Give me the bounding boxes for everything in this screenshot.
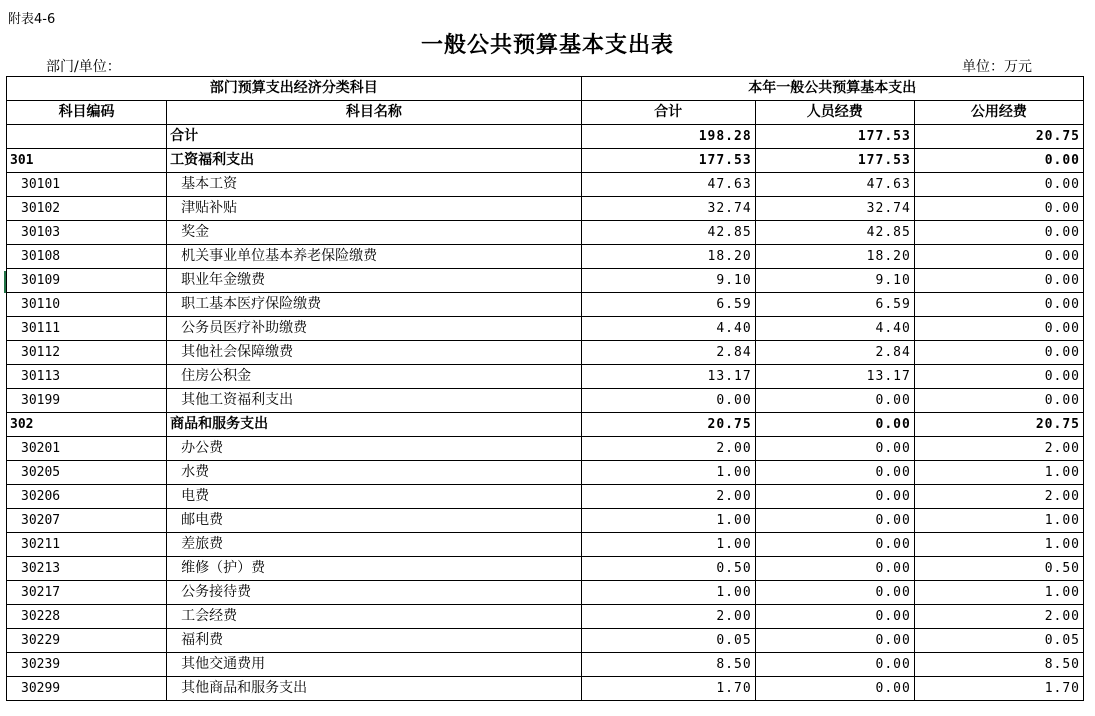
- header-basic-expenditure[interactable]: 本年一般公共预算基本支出: [581, 77, 1083, 101]
- cell-code[interactable]: 30213: [7, 557, 167, 581]
- table-row: [7, 197, 1084, 221]
- table-row: [7, 605, 1084, 629]
- cell-total[interactable]: 9.10: [581, 269, 755, 293]
- page-title: 一般公共预算基本支出表: [420, 32, 674, 58]
- cell-code[interactable]: 30103: [7, 221, 167, 245]
- cell-personnel[interactable]: 0.00: [755, 437, 914, 461]
- cell-public[interactable]: 1.00: [914, 581, 1083, 605]
- cell-total[interactable]: 2.00: [581, 605, 755, 629]
- table-row: [7, 485, 1084, 509]
- cell-code[interactable]: 30206: [7, 485, 167, 509]
- cell-code[interactable]: 30239: [7, 653, 167, 677]
- cell-personnel[interactable]: 0.00: [755, 581, 914, 605]
- cell-name[interactable]: 津贴补贴: [167, 197, 581, 221]
- header-name[interactable]: 科目名称: [167, 101, 581, 125]
- cell-name[interactable]: 公务接待费: [167, 581, 581, 605]
- cell-name[interactable]: 职业年金缴费: [167, 269, 581, 293]
- cell-name[interactable]: 差旅费: [167, 533, 581, 557]
- cell-total[interactable]: 1.70: [581, 677, 755, 701]
- cell-name[interactable]: 办公费: [167, 437, 581, 461]
- cell-name[interactable]: 职工基本医疗保险缴费: [167, 293, 581, 317]
- table-row: [7, 629, 1084, 653]
- cell-personnel[interactable]: 47.63: [755, 173, 914, 197]
- cell-public[interactable]: 0.00: [914, 197, 1083, 221]
- cell-code[interactable]: 30112: [7, 341, 167, 365]
- cell-public[interactable]: 2.00: [914, 485, 1083, 509]
- cell-total[interactable]: 2.00: [581, 437, 755, 461]
- unit-label: 单位：万元: [962, 59, 1032, 75]
- cell-code[interactable]: 30101: [7, 173, 167, 197]
- cell-personnel[interactable]: 2.84: [755, 341, 914, 365]
- cell-code[interactable]: 30108: [7, 245, 167, 269]
- cell-total[interactable]: 47.63: [581, 173, 755, 197]
- cell-public[interactable]: 2.00: [914, 605, 1083, 629]
- cell-personnel[interactable]: 0.00: [755, 389, 914, 413]
- table-row: [7, 389, 1084, 413]
- cell-personnel[interactable]: 0.00: [755, 413, 914, 437]
- cell-personnel[interactable]: 42.85: [755, 221, 914, 245]
- cell-code[interactable]: 30113: [7, 365, 167, 389]
- cell-code[interactable]: [7, 125, 167, 149]
- table-row: [7, 413, 1084, 437]
- cell-personnel[interactable]: 18.20: [755, 245, 914, 269]
- cell-total[interactable]: 198.28: [581, 125, 755, 149]
- cell-code[interactable]: 30229: [7, 629, 167, 653]
- table-row: [7, 653, 1084, 677]
- cell-name[interactable]: 合计: [167, 125, 581, 149]
- cell-code[interactable]: 30111: [7, 317, 167, 341]
- cell-name[interactable]: 基本工资: [167, 173, 581, 197]
- cell-total[interactable]: 1.00: [581, 509, 755, 533]
- cell-personnel[interactable]: 0.00: [755, 533, 914, 557]
- cell-public[interactable]: 0.00: [914, 149, 1083, 173]
- row-selection-marker: [4, 271, 6, 293]
- cell-total[interactable]: 18.20: [581, 245, 755, 269]
- header-total[interactable]: 合计: [581, 101, 755, 125]
- table-row: [7, 125, 1084, 149]
- cell-personnel[interactable]: 177.53: [755, 125, 914, 149]
- table-row: [7, 317, 1084, 341]
- cell-public[interactable]: 0.00: [914, 173, 1083, 197]
- annex-label: 附表4-6: [8, 12, 56, 27]
- cell-name[interactable]: 公务员医疗补助缴费: [167, 317, 581, 341]
- cell-total[interactable]: 0.05: [581, 629, 755, 653]
- budget-table: [6, 76, 1084, 701]
- table-row: [7, 149, 1084, 173]
- cell-public[interactable]: 0.00: [914, 341, 1083, 365]
- table-row: [7, 365, 1084, 389]
- cell-personnel[interactable]: 0.00: [755, 677, 914, 701]
- table-row: [7, 293, 1084, 317]
- cell-personnel[interactable]: 177.53: [755, 149, 914, 173]
- cell-name[interactable]: 工会经费: [167, 605, 581, 629]
- cell-public[interactable]: 0.05: [914, 629, 1083, 653]
- cell-total[interactable]: 177.53: [581, 149, 755, 173]
- table-row: [7, 581, 1084, 605]
- cell-name[interactable]: 奖金: [167, 221, 581, 245]
- cell-name[interactable]: 维修（护）费: [167, 557, 581, 581]
- cell-total[interactable]: 13.17: [581, 365, 755, 389]
- cell-total[interactable]: 4.40: [581, 317, 755, 341]
- cell-public[interactable]: 8.50: [914, 653, 1083, 677]
- cell-name[interactable]: 邮电费: [167, 509, 581, 533]
- cell-code[interactable]: 30110: [7, 293, 167, 317]
- department-label: 部门/单位：: [46, 59, 121, 75]
- header-row-group: [7, 77, 1084, 101]
- cell-name[interactable]: 水费: [167, 461, 581, 485]
- cell-public[interactable]: 0.00: [914, 389, 1083, 413]
- cell-code[interactable]: 30211: [7, 533, 167, 557]
- cell-total[interactable]: 42.85: [581, 221, 755, 245]
- table-row: [7, 221, 1084, 245]
- cell-public[interactable]: 0.00: [914, 365, 1083, 389]
- cell-personnel[interactable]: 0.00: [755, 605, 914, 629]
- cell-personnel[interactable]: 0.00: [755, 557, 914, 581]
- header-public[interactable]: 公用经费: [914, 101, 1083, 125]
- cell-code[interactable]: 30109: [7, 269, 167, 293]
- cell-public[interactable]: 0.00: [914, 317, 1083, 341]
- cell-name[interactable]: 其他交通费用: [167, 653, 581, 677]
- header-personnel[interactable]: 人员经费: [755, 101, 914, 125]
- cell-personnel[interactable]: 4.40: [755, 317, 914, 341]
- table-row: [7, 557, 1084, 581]
- table-row: [7, 245, 1084, 269]
- table-row: [7, 461, 1084, 485]
- cell-personnel[interactable]: 0.00: [755, 485, 914, 509]
- cell-name[interactable]: 住房公积金: [167, 365, 581, 389]
- cell-code[interactable]: 30201: [7, 437, 167, 461]
- header-code[interactable]: 科目编码: [7, 101, 167, 125]
- cell-total[interactable]: 0.00: [581, 389, 755, 413]
- cell-code[interactable]: 30207: [7, 509, 167, 533]
- cell-total[interactable]: 32.74: [581, 197, 755, 221]
- cell-total[interactable]: 1.00: [581, 533, 755, 557]
- cell-total[interactable]: 20.75: [581, 413, 755, 437]
- cell-code[interactable]: 30205: [7, 461, 167, 485]
- cell-personnel[interactable]: 13.17: [755, 365, 914, 389]
- cell-public[interactable]: 0.00: [914, 221, 1083, 245]
- table-row: [7, 677, 1084, 701]
- cell-code[interactable]: 30299: [7, 677, 167, 701]
- cell-total[interactable]: 6.59: [581, 293, 755, 317]
- cell-code[interactable]: 30228: [7, 605, 167, 629]
- cell-name[interactable]: 其他商品和服务支出: [167, 677, 581, 701]
- cell-name[interactable]: 其他社会保障缴费: [167, 341, 581, 365]
- header-row-columns: [7, 101, 1084, 125]
- cell-total[interactable]: 0.50: [581, 557, 755, 581]
- cell-personnel[interactable]: 0.00: [755, 629, 914, 653]
- cell-public[interactable]: 1.70: [914, 677, 1083, 701]
- cell-total[interactable]: 1.00: [581, 461, 755, 485]
- cell-public[interactable]: 2.00: [914, 437, 1083, 461]
- cell-code[interactable]: 30217: [7, 581, 167, 605]
- cell-code[interactable]: 302: [7, 413, 167, 437]
- cell-public[interactable]: 0.50: [914, 557, 1083, 581]
- table-row: [7, 173, 1084, 197]
- cell-personnel[interactable]: 0.00: [755, 509, 914, 533]
- cell-total[interactable]: 2.00: [581, 485, 755, 509]
- cell-total[interactable]: 1.00: [581, 581, 755, 605]
- cell-name[interactable]: 工资福利支出: [167, 149, 581, 173]
- cell-personnel[interactable]: 0.00: [755, 653, 914, 677]
- cell-name[interactable]: 福利费: [167, 629, 581, 653]
- cell-name[interactable]: 电费: [167, 485, 581, 509]
- cell-name[interactable]: 商品和服务支出: [167, 413, 581, 437]
- cell-personnel[interactable]: 32.74: [755, 197, 914, 221]
- cell-public[interactable]: 20.75: [914, 125, 1083, 149]
- cell-public[interactable]: 1.00: [914, 461, 1083, 485]
- table-row: [7, 509, 1084, 533]
- table-row: [7, 269, 1084, 293]
- cell-code[interactable]: 301: [7, 149, 167, 173]
- cell-personnel[interactable]: 9.10: [755, 269, 914, 293]
- table-row: [7, 341, 1084, 365]
- cell-code[interactable]: 30102: [7, 197, 167, 221]
- cell-name[interactable]: 机关事业单位基本养老保险缴费: [167, 245, 581, 269]
- cell-personnel[interactable]: 0.00: [755, 461, 914, 485]
- cell-public[interactable]: 0.00: [914, 245, 1083, 269]
- cell-public[interactable]: 1.00: [914, 509, 1083, 533]
- cell-code[interactable]: 30199: [7, 389, 167, 413]
- cell-personnel[interactable]: 6.59: [755, 293, 914, 317]
- table-row: [7, 437, 1084, 461]
- cell-public[interactable]: 1.00: [914, 533, 1083, 557]
- table-row: [7, 533, 1084, 557]
- cell-public[interactable]: 0.00: [914, 293, 1083, 317]
- header-economic-class[interactable]: 部门预算支出经济分类科目: [7, 77, 582, 101]
- cell-public[interactable]: 20.75: [914, 413, 1083, 437]
- cell-name[interactable]: 其他工资福利支出: [167, 389, 581, 413]
- cell-public[interactable]: 0.00: [914, 269, 1083, 293]
- cell-total[interactable]: 8.50: [581, 653, 755, 677]
- cell-total[interactable]: 2.84: [581, 341, 755, 365]
